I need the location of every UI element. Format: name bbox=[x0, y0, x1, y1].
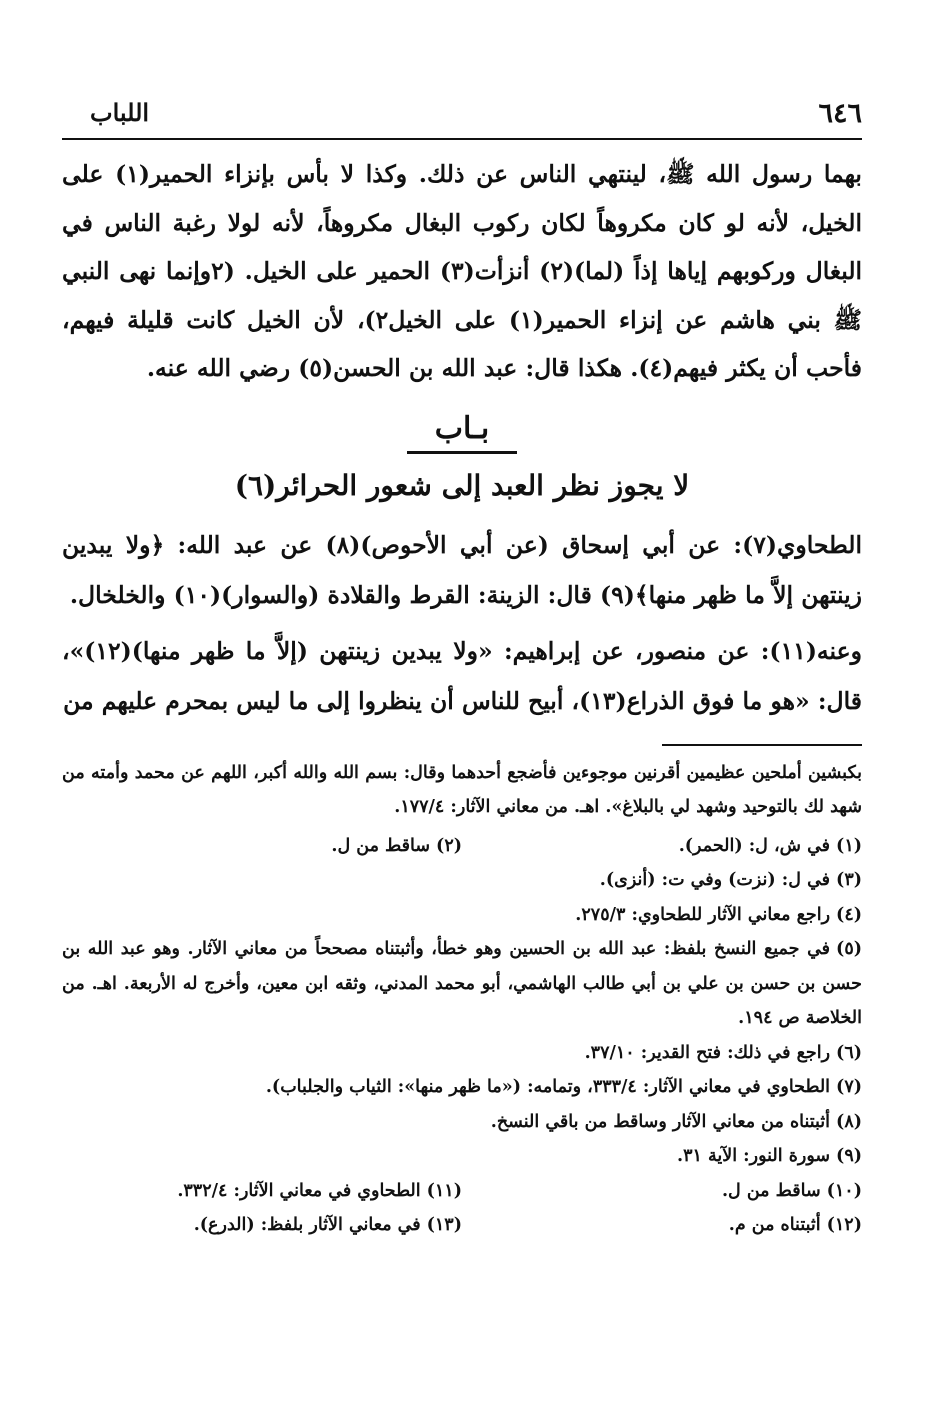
footnote-10: (١٠)ساقط من ل. bbox=[721, 1180, 862, 1201]
hadith-paragraph-1: الطحاوي(٧): عن أبي إسحاق (عن أبي الأحوص)(٨) عن عبد الله: ﴿ولا يبدين زينتهن إلاَّ ما ظهر منها﴾(٩) قال: الزينة: القرط والقلادة (والسوار)(١٠) والخلخال. bbox=[62, 530, 863, 609]
footnote-11: (١١)الطحاوي في معاني الآثار: ٣٣٢/٤. bbox=[177, 1180, 462, 1201]
page-number: ٦٤٦ bbox=[818, 98, 862, 129]
footnote-1: (١)في ش، ل: (الحمر). bbox=[678, 835, 862, 856]
footnote-13: (١٣)في معاني الآثار بلفظ: (الدرع). bbox=[193, 1215, 462, 1235]
footnote-row bbox=[62, 1208, 862, 1243]
footnote-3: (٣)في ل: (نزت) وفي ت: (أنزى). bbox=[599, 870, 862, 890]
hadith-section bbox=[62, 520, 862, 726]
bab-underline bbox=[407, 451, 517, 454]
body-paragraph: بهما رسول الله ﷺ، لينتهي الناس عن ذلك. وكذا لا بأس بإنزاء الحمير(١) على الخيل، لأنه لو كان مكروهاً لكان ركوب البغال مكروهاً، لأنه لولا رغبة الناس في البغال وركوبهم إياها إذاً (لما)(٢) أنزأت(٣) الحمير على الخيل. (٢وإنما نهى النبي ﷺ بني هاشم عن إنزاء الحمير(١) على الخيل٢)، لأن الخيل كانت قليلة فيهم، فأحب أن يكثر فيهم(٤). هكذا قال: عبد الله بن الحسن(٥) رضي الله عنه. bbox=[62, 160, 863, 382]
main-text bbox=[62, 150, 862, 393]
footnotes bbox=[62, 756, 862, 1243]
page-header bbox=[62, 92, 862, 140]
footnote-row bbox=[62, 1174, 862, 1209]
footnote-8: (٨)أثبتناه من معاني الآثار وساقط من باقي النسخ. bbox=[490, 1111, 862, 1132]
footnote-5: (٥)في جميع النسخ بلفظ: عبد الله بن الحسين وهو خطأ، وأثبتناه مصححاً من معاني الآثار. وهو عبد الله بن حسن بن حسن بن علي بن أبي طالب الهاشمي، أبو محمد المدني، وثقه ابن معين، وأخرج له الأربعة. اهـ. من الخلاصة ص ١٩٤. bbox=[62, 939, 862, 1028]
footnote-2: (٢)ساقط من ل. bbox=[331, 835, 462, 856]
footnote-4: (٤)راجع معاني الآثار للطحاوي: ٢٧٥/٣. bbox=[575, 904, 862, 925]
footnote-6: (٦)راجع في ذلك: فتح القدير: ٣٧/١٠. bbox=[584, 1042, 862, 1063]
chapter-title: لا يجوز نظر العبد إلى شعور الحرائر(٦) bbox=[234, 468, 690, 502]
footnote-separator bbox=[662, 744, 862, 746]
footnote-9: (٩)سورة النور: الآية ٣١. bbox=[677, 1146, 862, 1166]
footnote-12: (١٢)أثبتناه من م. bbox=[728, 1215, 862, 1235]
bab-heading: بـاب bbox=[434, 410, 490, 446]
hadith-paragraph-2: وعنه(١١): عن منصور، عن إبراهيم: «ولا يبدين زينتهن (إلاَّ ما ظهر منها)(١٢)»، قال: «هو ما فوق الذراع(١٣)، أبيح للناس أن ينظروا إلى ما ليس بمحرم عليهم من bbox=[62, 636, 862, 715]
footnote-row bbox=[62, 829, 862, 864]
book-page bbox=[62, 92, 862, 1392]
footnote-7: (٧)الطحاوي في معاني الآثار: ٣٣٣/٤، وتمامه: («ما ظهر منها»: الثياب والجلباب). bbox=[265, 1077, 862, 1097]
running-title: اللباب bbox=[90, 98, 150, 127]
footnote-continuation: بكبشين أملحين عظيمين أقرنين موجوءين فأضجع أحدهما وقال: بسم الله والله أكبر، اللهم عن محمد وأمته من شهد لك بالتوحيد وشهد لي بالبلاغ». اهـ. من معاني الآثار: ١٧٧/٤. bbox=[62, 762, 862, 817]
